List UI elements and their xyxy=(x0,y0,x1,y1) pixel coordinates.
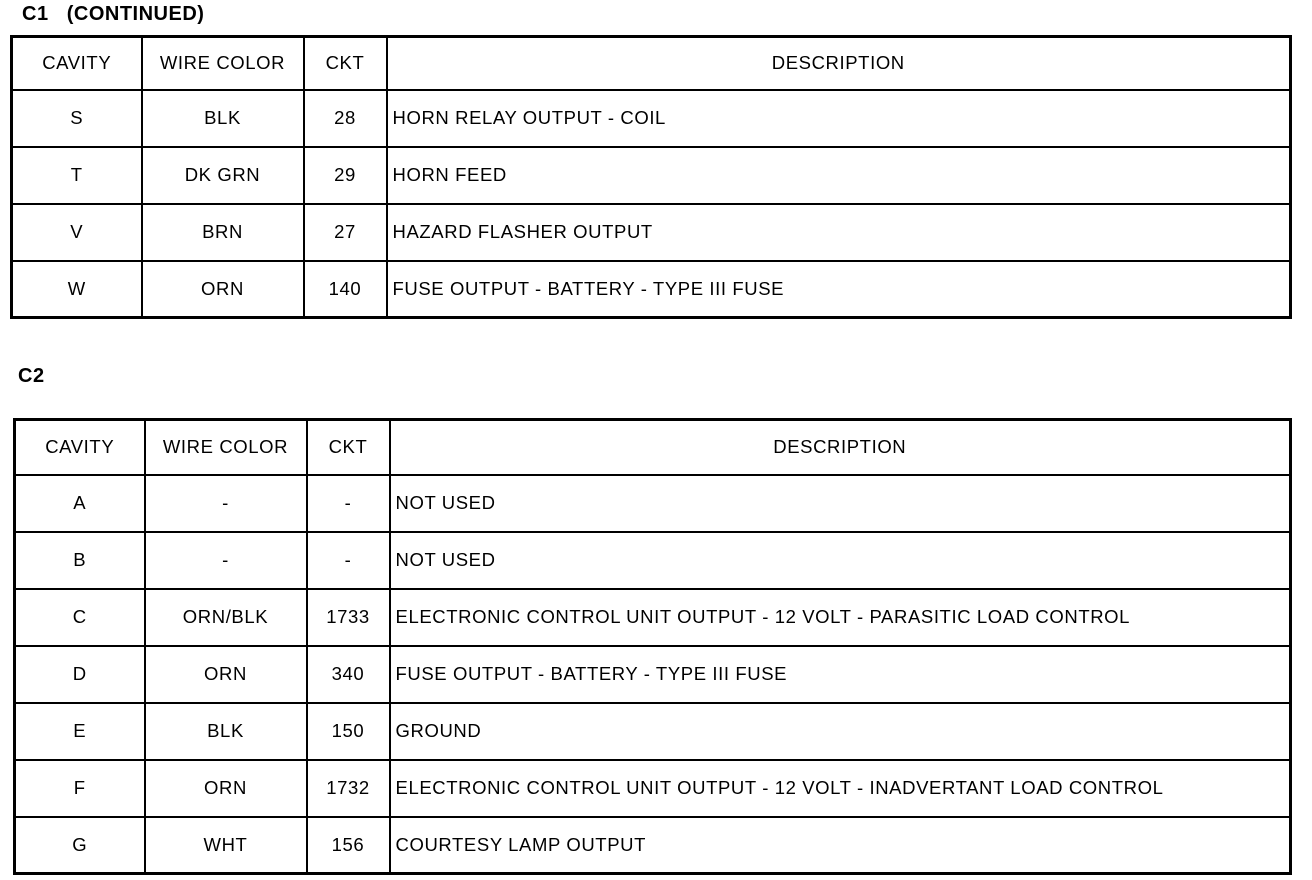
c1-connector-table xyxy=(10,35,1292,319)
table-row xyxy=(15,589,1291,646)
ckt-cell: 140 xyxy=(304,261,387,318)
description-cell: FUSE OUTPUT - BATTERY - TYPE III FUSE xyxy=(387,261,1291,318)
ckt-cell: 156 xyxy=(307,817,390,874)
ckt-cell: 1733 xyxy=(307,589,390,646)
c2-section-title: C2 xyxy=(18,365,45,387)
cavity-cell: D xyxy=(15,646,145,703)
ckt-cell: 1732 xyxy=(307,760,390,817)
table-row xyxy=(15,646,1291,703)
description-cell: ELECTRONIC CONTROL UNIT OUTPUT - 12 VOLT - INADVERTANT LOAD CONTROL xyxy=(390,760,1291,817)
cavity-cell: F xyxy=(15,760,145,817)
wire-color-cell: BLK xyxy=(142,90,304,147)
description-cell: HORN FEED xyxy=(387,147,1291,204)
table-row xyxy=(15,817,1291,874)
ckt-cell: 29 xyxy=(304,147,387,204)
wire-color-cell: BRN xyxy=(142,204,304,261)
c2-connector-table xyxy=(13,418,1292,875)
ckt-cell: - xyxy=(307,475,390,532)
ckt-cell: 27 xyxy=(304,204,387,261)
table-row xyxy=(15,703,1291,760)
table-row xyxy=(15,475,1291,532)
column-header-ckt: CKT xyxy=(304,37,387,90)
c1-section-title: C1 (CONTINUED) xyxy=(22,3,205,25)
description-cell: NOT USED xyxy=(390,475,1291,532)
column-header-ckt: CKT xyxy=(307,420,390,475)
description-cell: HAZARD FLASHER OUTPUT xyxy=(387,204,1291,261)
wire-color-cell: DK GRN xyxy=(142,147,304,204)
cavity-cell: V xyxy=(12,204,142,261)
table-header-row xyxy=(12,37,1291,90)
wire-color-cell: ORN xyxy=(145,646,307,703)
cavity-cell: T xyxy=(12,147,142,204)
table-header-row xyxy=(15,420,1291,475)
cavity-cell: S xyxy=(12,90,142,147)
table-row xyxy=(12,147,1291,204)
ckt-cell: 150 xyxy=(307,703,390,760)
table-row xyxy=(12,204,1291,261)
ckt-cell: 28 xyxy=(304,90,387,147)
table-row xyxy=(15,760,1291,817)
description-cell: NOT USED xyxy=(390,532,1291,589)
column-header-cavity: CAVITY xyxy=(15,420,145,475)
column-header-description: DESCRIPTION xyxy=(390,420,1291,475)
description-cell: ELECTRONIC CONTROL UNIT OUTPUT - 12 VOLT - PARASITIC LOAD CONTROL xyxy=(390,589,1291,646)
table-row xyxy=(12,90,1291,147)
wire-color-cell: - xyxy=(145,532,307,589)
ckt-cell: 340 xyxy=(307,646,390,703)
wire-color-cell: - xyxy=(145,475,307,532)
column-header-cavity: CAVITY xyxy=(12,37,142,90)
table-row xyxy=(15,532,1291,589)
wire-color-cell: WHT xyxy=(145,817,307,874)
description-cell: GROUND xyxy=(390,703,1291,760)
cavity-cell: B xyxy=(15,532,145,589)
column-header-wire-color: WIRE COLOR xyxy=(145,420,307,475)
column-header-wire-color: WIRE COLOR xyxy=(142,37,304,90)
ckt-cell: - xyxy=(307,532,390,589)
table-row xyxy=(12,261,1291,318)
wire-color-cell: ORN xyxy=(142,261,304,318)
column-header-description: DESCRIPTION xyxy=(387,37,1291,90)
wire-color-cell: BLK xyxy=(145,703,307,760)
wire-color-cell: ORN/BLK xyxy=(145,589,307,646)
description-cell: COURTESY LAMP OUTPUT xyxy=(390,817,1291,874)
cavity-cell: G xyxy=(15,817,145,874)
cavity-cell: W xyxy=(12,261,142,318)
cavity-cell: C xyxy=(15,589,145,646)
description-cell: FUSE OUTPUT - BATTERY - TYPE III FUSE xyxy=(390,646,1291,703)
wire-color-cell: ORN xyxy=(145,760,307,817)
description-cell: HORN RELAY OUTPUT - COIL xyxy=(387,90,1291,147)
cavity-cell: A xyxy=(15,475,145,532)
cavity-cell: E xyxy=(15,703,145,760)
